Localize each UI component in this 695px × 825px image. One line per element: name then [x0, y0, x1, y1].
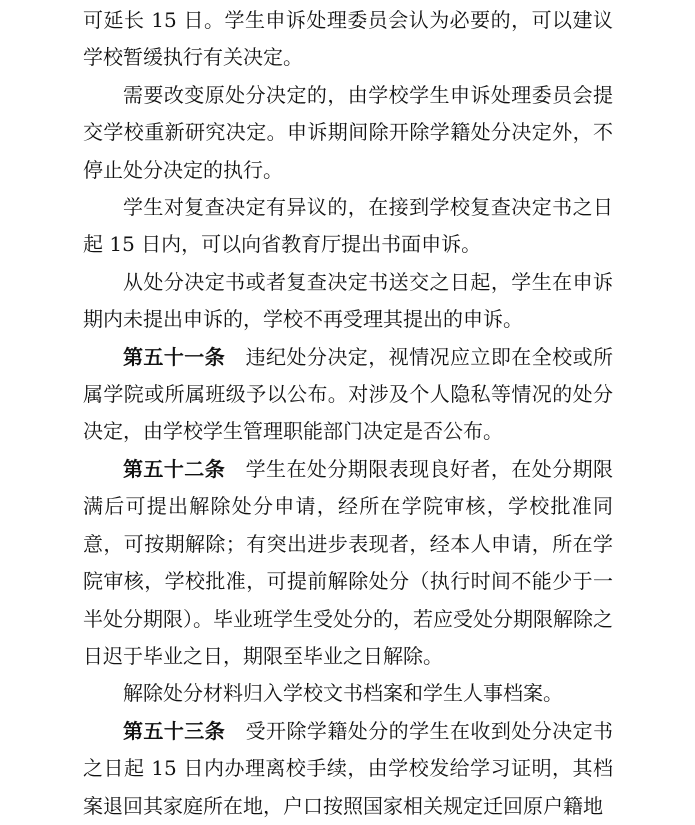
paragraph-continuation: 可延长 15 日。学生申诉处理委员会认为必要的，可以建议学校暂缓执行有关决定。 [83, 8, 613, 70]
article-53-body: 受开除学籍处分的学生在收到处分决定书之日起 15 日内办理离校手续，由学校发给学习证明，其档案退回其家庭所在地，户口按照国家相关规定迁回原户籍地 [83, 718, 614, 818]
article-52-body: 学生在处分期限表现良好者，在处分期限满后可提出解除处分申请，经所在学院审核，学校批准同意，可按期解除；有突出进步表现者，经本人申请，所在学院审核，学校批准，可提前解除处分（执行时间不能少于一半处分期限）。毕业班学生受处分的，若应受处分期限解除之日迟于毕业之日，期限至毕业之日解除。 [83, 456, 614, 668]
article-52 [83, 451, 613, 675]
article-52-heading: 第五十二条 [123, 456, 226, 481]
paragraph-archive: 解除处分材料归入学校文书档案和学生人事档案。 [123, 681, 563, 706]
paragraph-appeal-deadline: 从处分决定书或者复查决定书送交之日起，学生在申诉期内未提出申诉的，学校不再受理其提出的申诉。 [83, 269, 613, 332]
article-53-heading: 第五十三条 [123, 718, 226, 743]
paragraph-change-decision: 需要改变原处分决定的，由学校学生申诉处理委员会提交学校重新研究决定。申诉期间除开除学籍处分决定外，不停止处分决定的执行。 [83, 82, 613, 182]
paragraph-provincial-appeal: 学生对复查决定有异议的，在接到学校复查决定书之日起 15 日内，可以向省教育厅提出书面申诉。 [83, 195, 613, 257]
article-51-heading: 第五十一条 [123, 344, 226, 369]
article-53 [83, 713, 613, 825]
article-51 [83, 339, 613, 451]
document-page [83, 0, 613, 825]
article-51-body: 违纪处分决定，视情况应立即在全校或所属学院或所属班级予以公布。对涉及个人隐私等情况的处分决定，由学校学生管理职能部门决定是否公布。 [83, 344, 614, 444]
